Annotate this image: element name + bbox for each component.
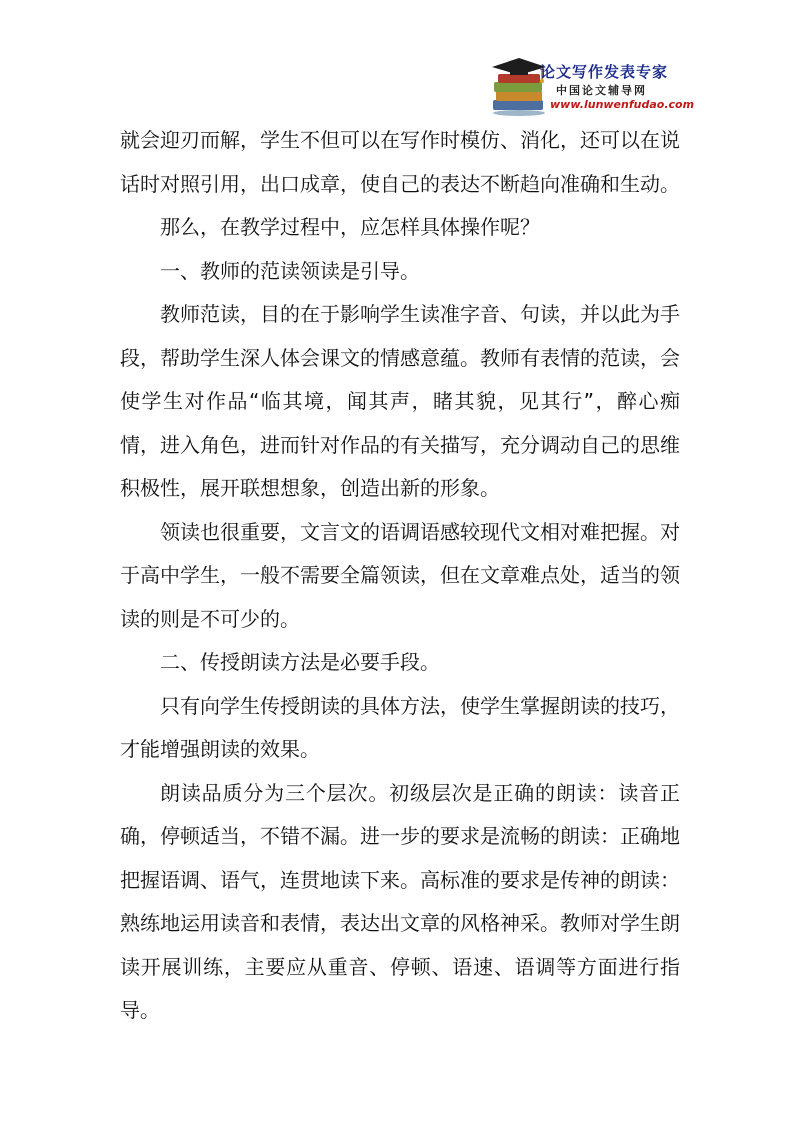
section-heading-2: 二、传授朗读方法是必要手段。 [160,650,440,674]
document-body [120,119,680,1033]
logo-subtitle: 中国论文辅导网 [556,84,647,97]
paragraph-reading-levels: 朗读品质分为三个层次。初级层次是正确的朗读：读音正确，停顿适当，不错不漏。进一步的要求是流畅的朗读：正确地把握语调、语气，连贯地读下来。高标准的要求是传神的朗读：熟练地运用读音和表情，表达出文章的风格神采。教师对学生朗读开展训练，主要应从重音、停顿、语速、语调等方面进行指导。 [120,780,680,1022]
paragraph-lead-reading: 领读也很重要，文言文的语调语感较现代文相对难把握。对于高中学生，一般不需要全篇领读，但在文章难点处，适当的领读的则是不可少的。 [120,519,680,631]
paragraph-continued: 就会迎刃而解，学生不但可以在写作时模仿、消化，还可以在说话时对照引用，出口成章，使自己的表达不断趋向准确和生动。 [120,128,680,196]
paragraph-question: 那么，在教学过程中，应怎样具体操作呢？ [160,215,540,239]
paragraph-teacher-model-reading: 教师范读，目的在于影响学生读准字音、句读，并以此为手段，帮助学生深人体会课文的情感意蕴。教师有表情的范读，会使学生对作品“临其境，闻其声，睹其貌，见其行”，醉心痴情，进入角色，进而针对作品的有关描写，充分调动自己的思维积极性，展开联想想象，创造出新的形象。 [120,302,680,500]
logo-title: 论文写作发表专家 [540,63,669,81]
logo-url: www.lunwenfudao.com [550,98,695,111]
section-heading-1: 一、教师的范读领读是引导。 [160,258,420,283]
paragraph-reading-methods: 只有向学生传授朗读的具体方法，使学生掌握朗读的技巧，才能增强朗读的效果。 [120,693,680,761]
site-logo [490,52,695,118]
